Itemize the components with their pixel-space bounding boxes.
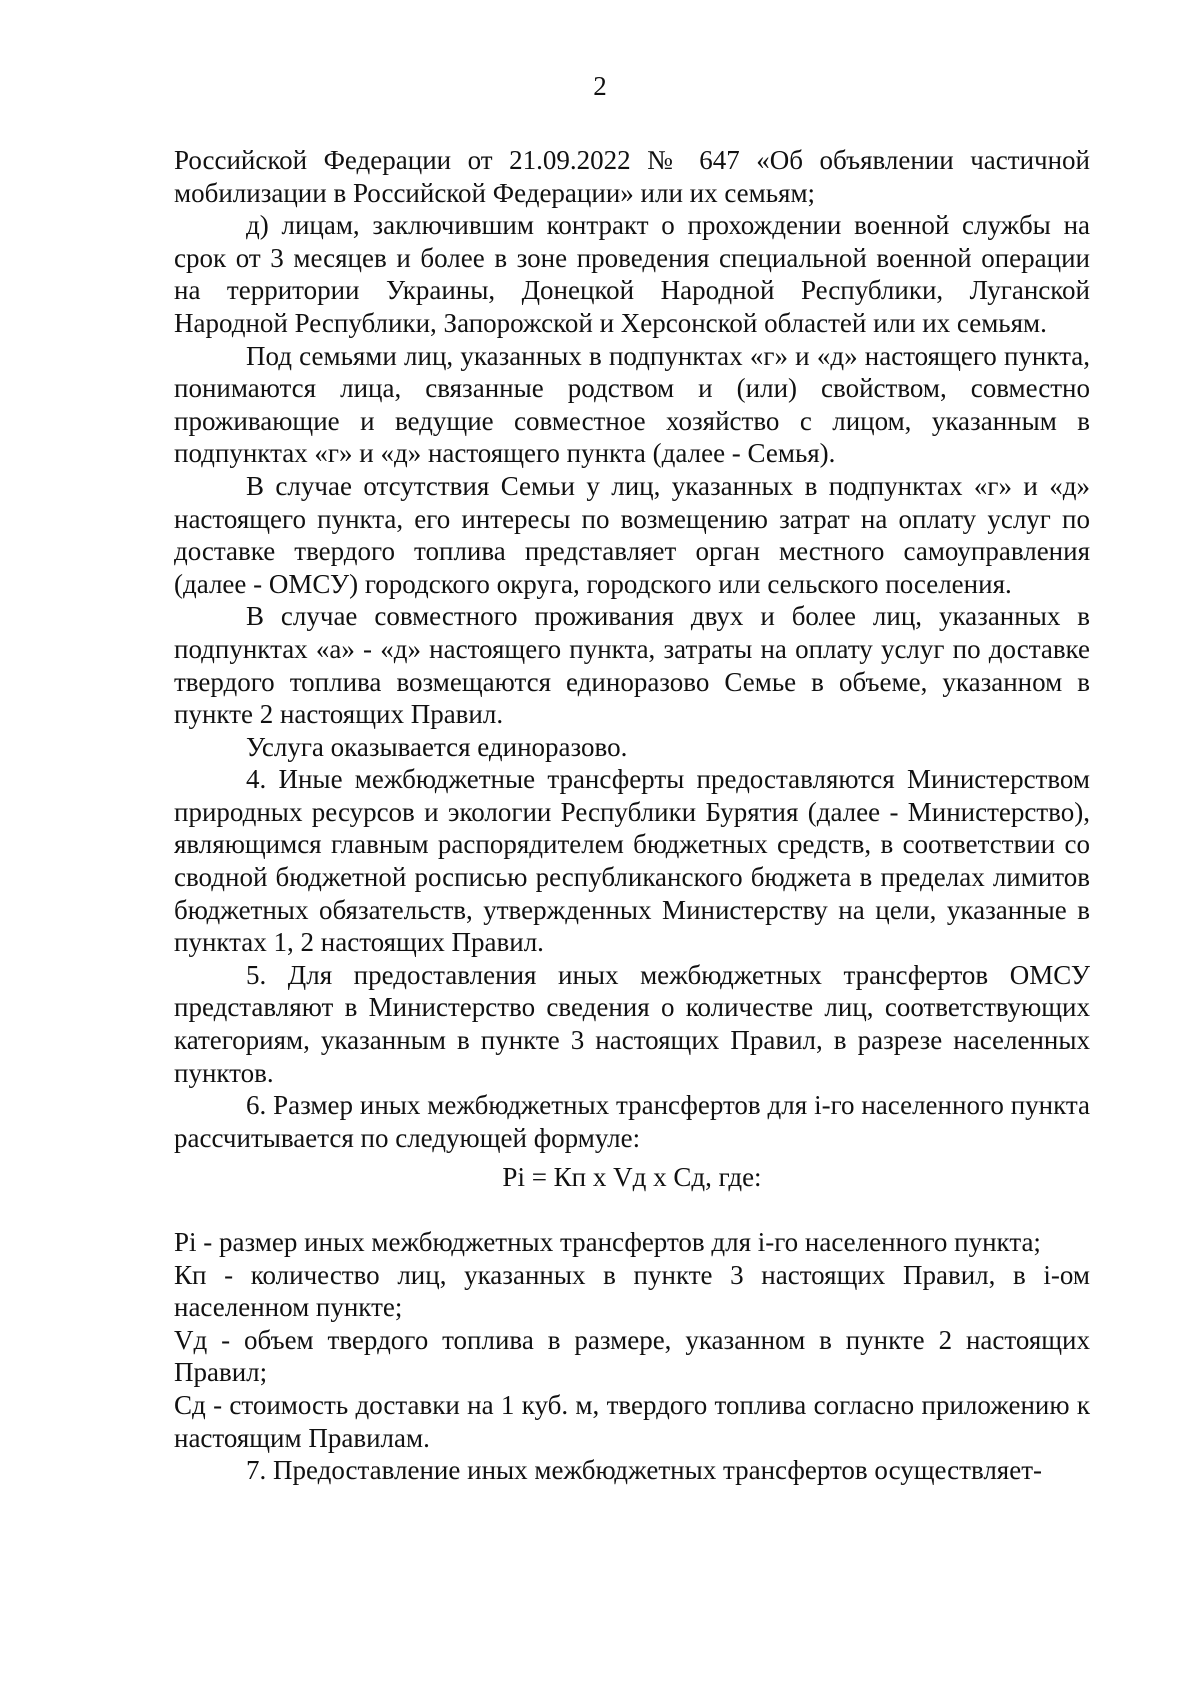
paragraph-item-5: 5. Для предоставления иных межбюджетных трансфертов ОМСУ представляют в Министерство сведения о количестве лиц, соответствующих категориям, указанным в пункте 3 настоящих Правил, в разрезе населенных пунктов. [174,959,1090,1088]
paragraph-item-7: 7. Предоставление иных межбюджетных трансфертов осуществляет- [246,1455,1042,1486]
paragraph-continuation: Российской Федерации от 21.09.2022 № 647 «Об объявлении частичной мобилизации в Российской Федерации» или их семьям; [174,145,1090,208]
formula: Pi = Кп х Vд х Сд, где: [502,1162,762,1193]
document-body [174,144,1090,1487]
paragraph-cohabitation: В случае совместного проживания двух и более лиц, указанных в подпунктах «а» - «д» настоящего пункта, затраты на оплату услуг по доставке твердого топлива возмещаются единоразово Семье в объеме, указанном в пункте 2 настоящих Правил. [174,601,1090,730]
definition-kp: Кп - количество лиц, указанных в пункте 3 настоящих Правил, в i-ом населенном пункте; [174,1259,1090,1323]
paragraph-subitem-d: д) лицам, заключившим контракт о прохождении военной службы на срок от 3 месяцев и более в зоне проведения специальной военной операции на территории Украины, Донецкой Народной Республики, Луганской Народной Республики, Запорожской и Херсонской областей или их семьям. [174,210,1090,338]
definition-vd: Vд - объем твердого топлива в размере, указанном в пункте 2 настоящих Правил; [174,1324,1090,1388]
paragraph-family-definition: Под семьями лиц, указанных в подпунктах «г» и «д» настоящего пункта, понимаются лица, связанные родством и (или) свойством, совместно проживающие и ведущие совместное хозяйство с лицом, указанным в подпунктах «г» и «д» настоящего пункта (далее - Семья). [174,340,1090,469]
paragraph-item-4: 4. Иные межбюджетные трансферты предоставляются Министерством природных ресурсов и экологии Республики Бурятия (далее - Министерство), являющимся главным распорядителем бюджетных средств, в соответствии со сводной бюджетной росписью республиканского бюджета в пределах лимитов бюджетных обязательств, утвержденных Министерству на цели, указанные в пунктах 1, 2 настоящих Правил. [174,764,1090,958]
page-number: 2 [593,71,607,101]
paragraph-one-time-service: Услуга оказывается единоразово. [246,731,628,762]
paragraph-no-family: В случае отсутствия Семьи у лиц, указанных в подпунктах «г» и «д» настоящего пункта, его интересы по возмещению затрат на оплату услуг по доставке твердого топлива представляет орган местного самоуправления (далее - ОМСУ) городского округа, городского или сельского поселения. [174,470,1090,599]
paragraph-item-6: 6. Размер иных межбюджетных трансфертов для i-го населенного пункта рассчитывается по следующей формуле: [174,1090,1090,1153]
definition-pi: Pi - размер иных межбюджетных трансфертов для i-го населенного пункта; [174,1227,1041,1257]
definition-sd: Сд - стоимость доставки на 1 куб. м, твердого топлива согласно приложению к настоящим Правилам. [174,1389,1090,1453]
